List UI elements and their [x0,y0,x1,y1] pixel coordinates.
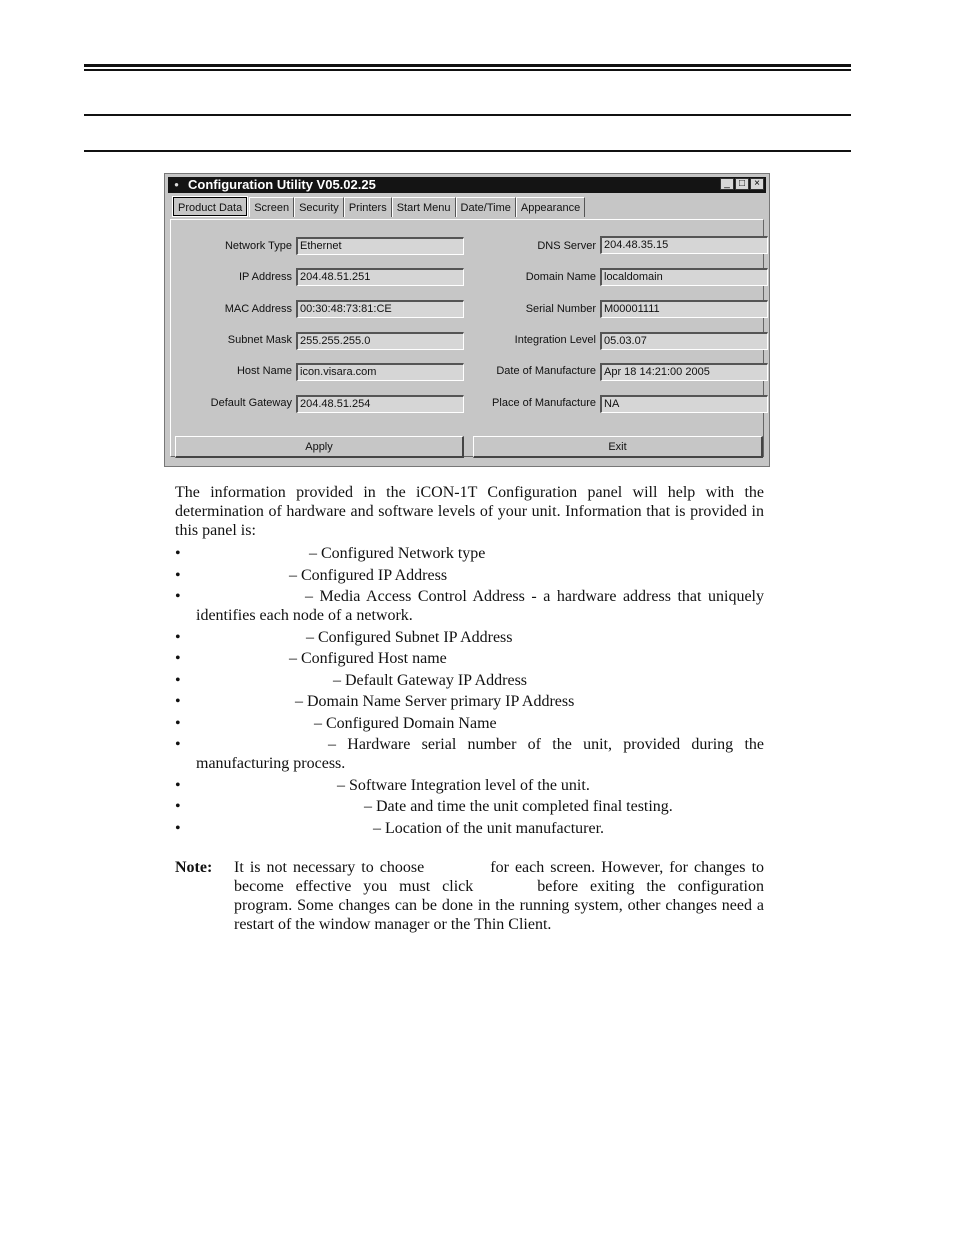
list-item-text: – Hardware serial number of the unit, provided during the manufacturing process. [196,736,764,772]
host-name-field[interactable]: icon.visara.com [296,363,464,381]
tab-product-data[interactable]: Product Data [173,197,247,216]
list-item: • – Date and time the unit completed final testing. [175,798,673,815]
list-item-text: – Location of the unit manufacturer. [373,819,605,837]
tab-start-menu[interactable]: Start Menu [392,197,456,217]
list-item-text: – Configured Host name [289,650,447,667]
list-item-text: – Default Gateway IP Address [333,671,528,689]
list-item: • – Software Integration level of the unit. [175,776,590,794]
list-item: • – Hardware serial number of the unit, provided during the manufacturing process. [175,736,764,772]
list-item: • – Default Gateway IP Address [175,671,528,689]
tab-date-time[interactable]: Date/Time [456,197,516,217]
serial-number-label: Serial Number [525,303,596,315]
note-text-part3: before exiting the configuration program. Some changes can be done in the running system, other changes need a restart of the window manager or the Thin Client. [234,878,765,933]
serial-number-field[interactable]: M00001111 [600,300,768,318]
note-label: Note: [175,859,213,876]
tab-bar [173,197,585,219]
mac-address-field[interactable]: 00:30:48:73:81:CE [296,300,464,318]
dns-server-field[interactable]: 204.48.35.15 [600,236,768,254]
list-item: • – Location of the unit manufacturer. [175,819,605,837]
product-data-list [175,544,764,840]
exit-button[interactable]: Exit [473,436,763,458]
window-title: Configuration Utility V05.02.25 [188,177,376,192]
header-rule-thick [84,64,851,67]
host-name-label: Host Name [236,365,292,377]
list-item-text: – Domain Name Server primary IP Address [295,693,575,710]
note-text-part1: It is not necessary to choose [234,859,425,876]
window-menu-icon[interactable]: ● [174,180,179,189]
network-type-label: Network Type [224,240,292,252]
window-titlebar [168,177,766,193]
subnet-mask-field[interactable]: 255.255.255.0 [296,332,464,350]
close-button[interactable]: × [750,178,764,190]
subnet-mask-label: Subnet Mask [227,334,292,346]
note-text-part2: for each screen. However, for changes to become effective you must click [234,859,765,895]
tab-screen[interactable]: Screen [249,197,294,217]
list-item-text: – Date and time the unit completed final testing. [364,798,673,815]
tab-printers[interactable]: Printers [344,197,392,217]
network-type-field[interactable]: Ethernet [296,237,464,255]
list-item: • – Configured IP Address [175,566,448,584]
dns-server-label: DNS Server [537,240,596,252]
list-item: • – Configured Network type [175,545,486,562]
list-item-text: – Configured IP Address [289,566,448,584]
product-data-panel [170,219,764,457]
date-of-manufacture-label: Date of Manufacture [496,365,596,377]
list-item: • – Configured Host name [175,650,447,667]
header-rule-thin [84,69,851,71]
domain-name-label: Domain Name [525,271,596,283]
list-item: • – Domain Name Server primary IP Address [175,693,575,710]
list-item-text: – Configured Domain Name [314,714,497,732]
default-gateway-field[interactable]: 204.48.51.254 [296,395,464,413]
integration-level-label: Integration Level [514,334,596,346]
list-item-text: – Configured Network type [309,545,486,562]
integration-level-field[interactable]: 05.03.07 [600,332,768,350]
ip-address-label: IP Address [239,271,292,283]
list-item-text: – Software Integration level of the unit. [337,776,590,794]
tab-security[interactable]: Security [294,197,344,217]
list-item-text: – Media Access Control Address - a hardware address that uniquely identifies each node of a network. [196,588,764,624]
list-item-text: – Configured Subnet IP Address [306,628,513,646]
mac-address-label: MAC Address [224,303,292,315]
configuration-utility-window [164,173,770,467]
place-of-manufacture-field[interactable]: NA [600,395,768,413]
list-item: • – Configured Subnet IP Address [175,628,513,646]
intro-paragraph: The information provided in the iCON-1T Configuration panel will help with the determination of hardware and software levels of your unit. Information that is provided in this panel is: [175,484,764,539]
apply-button[interactable]: Apply [175,436,464,458]
place-of-manufacture-label: Place of Manufacture [492,397,596,409]
list-item: • – Media Access Control Address - a hardware address that uniquely identifies each node of a network. [175,588,764,624]
list-item: • – Configured Domain Name [175,714,497,732]
maximize-button[interactable]: □ [735,178,749,190]
minimize-button[interactable]: _ [720,178,734,190]
tab-appearance[interactable]: Appearance [516,197,585,217]
ip-address-field[interactable]: 204.48.51.251 [296,268,464,286]
default-gateway-label: Default Gateway [210,397,292,409]
note-text [234,858,764,934]
date-of-manufacture-field[interactable]: Apr 18 14:21:00 2005 [600,363,768,381]
domain-name-field[interactable]: localdomain [600,268,768,286]
section-rule-top [84,114,851,116]
section-rule-bottom [84,150,851,152]
